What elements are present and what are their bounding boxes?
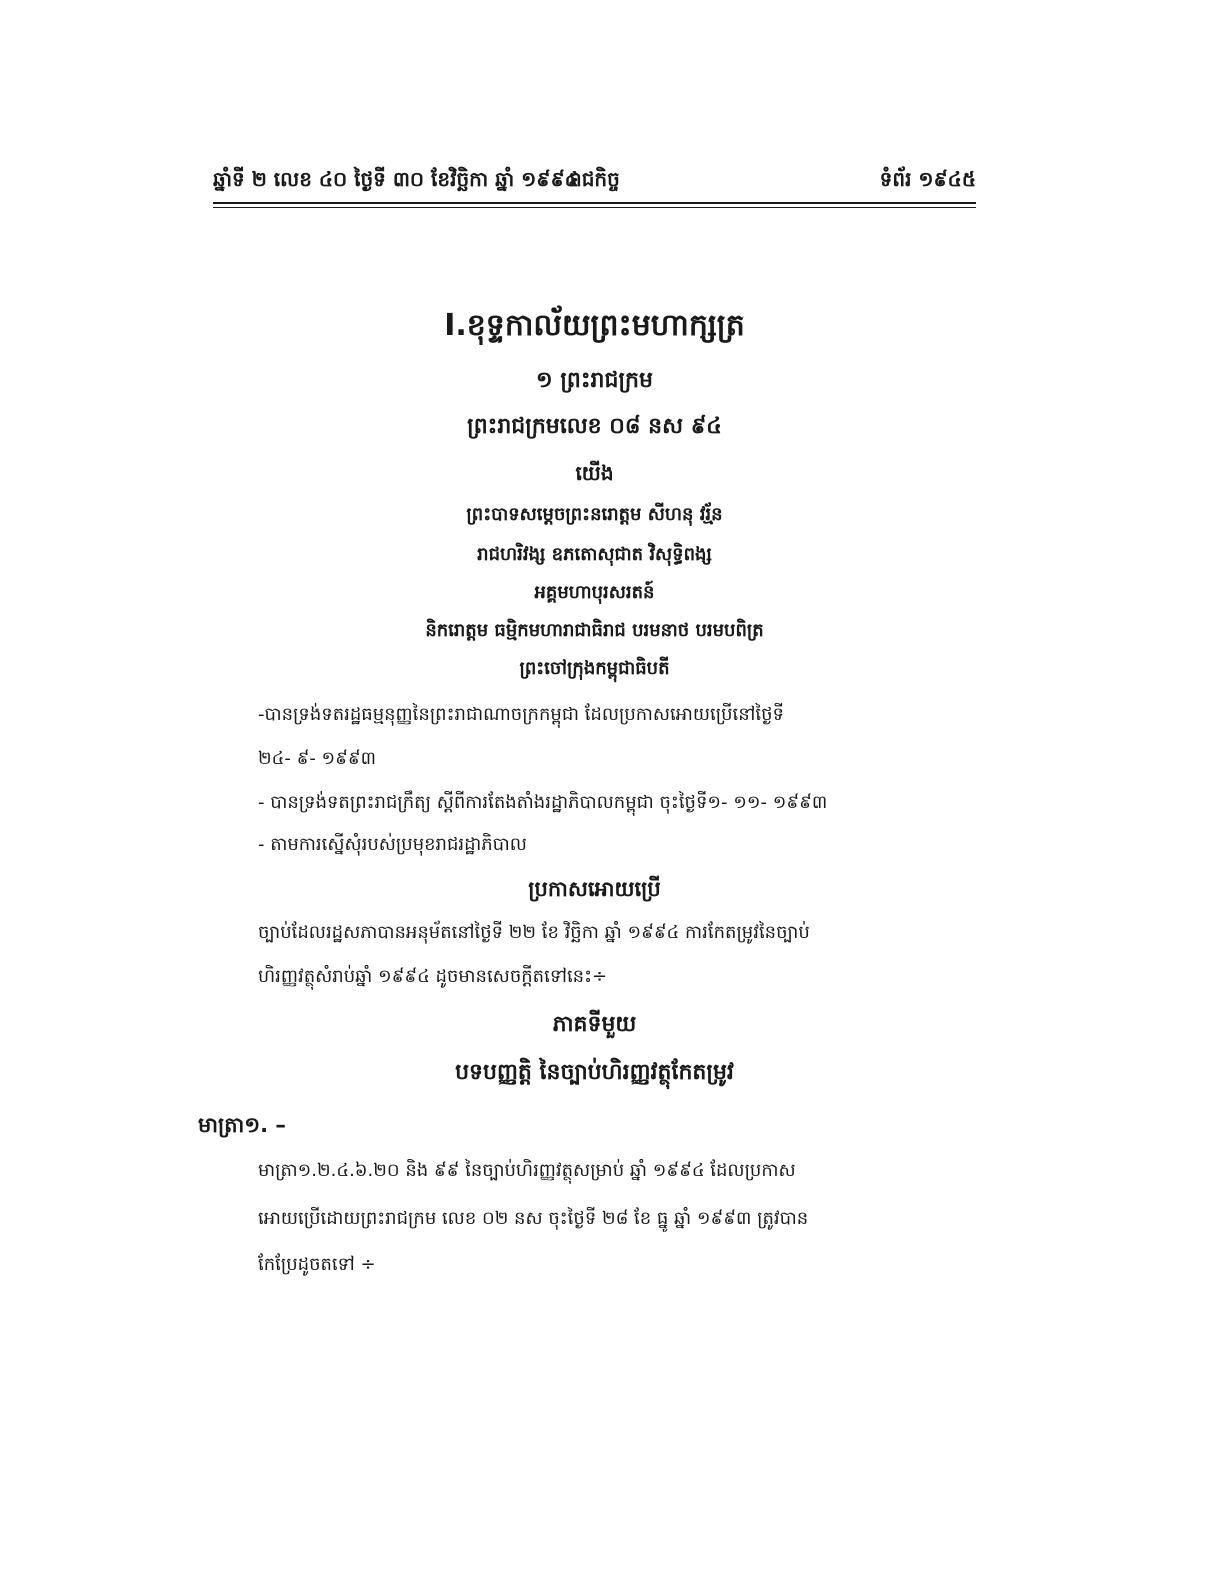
king-line-4: និករោត្តម ធម្មិកមហារាជាធិរាជ បរមនាថ បរមបពិត្រ xyxy=(425,620,764,641)
article-line-3: កែប្រែដូចតទៅ ÷ xyxy=(258,1254,376,1275)
page-header xyxy=(213,164,976,198)
document-title: I.ខុទ្ទកាល័យព្រះមហាក្សត្រ xyxy=(444,308,745,343)
promulgation-line-1: ច្បាប់ដែលរដ្ឋសភាបានអនុម័តនៅថ្ងៃទី ២២ ខែ វិច្ឆិកា ឆ្នាំ ១៩៩៤ ការកែតម្រូវនៃច្បាប់ xyxy=(258,922,810,943)
header-rule-thin xyxy=(213,207,976,208)
king-line-5: ព្រះចៅក្រុងកម្ពុជាធិបតី xyxy=(519,658,670,679)
king-line-2: រាជហរិវង្ស ឧភតោសុជាត វិសុទ្ធិពង្ស xyxy=(477,544,712,565)
promulgate-heading: ប្រកាសអោយប្រើ xyxy=(528,877,661,901)
visa-line-1-date: ២៤- ៩- ១៩៩៣ xyxy=(258,748,377,769)
article-line-1: មាត្រា១.២.៤.៦.២០ និង ៩៩ នៃច្បាប់ហិរញ្ញវត្ថុសម្រាប់ ឆ្នាំ ១៩៩៤ ដែលប្រកាស xyxy=(258,1160,796,1181)
promulgation-line-2: ហិរញ្ញវត្ថុសំរាប់ឆ្នាំ ១៩៩៤ ដូចមានសេចក្តីតទៅនេះ÷ xyxy=(258,966,608,987)
decree-number: ព្រះរាជក្រមលេខ ០៨ នស ៩៤ xyxy=(467,414,722,439)
we-line: យើង xyxy=(575,461,614,485)
section-heading: ១ ព្រះរាជក្រម xyxy=(536,368,653,393)
visa-line-1: -បានទ្រង់ទតរដ្ឋធម្មនុញ្ញនៃព្រះរាជាណាចក្រកម្ពុជា ដែលប្រកាសអោយប្រើនៅថ្ងៃទី xyxy=(258,704,784,725)
header-rule-thick xyxy=(213,202,976,204)
part-title: បទបញ្ញត្តិ នៃច្បាប់ហិរញ្ញវត្ថុកែតម្រូវ xyxy=(455,1060,734,1085)
part-heading: ភាគទីមួយ xyxy=(552,1012,637,1037)
visa-line-3: - តាមការស្នើសុំរបស់ប្រមុខរាជរដ្ឋាភិបាល xyxy=(258,834,527,855)
visa-line-2: - បានទ្រង់ទតព្រះរាជក្រឹត្យ ស្តីពីការតែងតាំងរដ្ឋាភិបាលកម្ពុជា ចុះថ្ងៃទី១- ១១- ១៩៩៣ xyxy=(258,792,828,813)
king-line-1: ព្រះបាទសម្តេចព្រះនរោត្តម សីហនុ វរ្ម័ន xyxy=(466,504,723,525)
article-heading: មាត្រា១. – xyxy=(198,1113,286,1137)
king-line-3: អគ្គមហាបុរសរតន៍ xyxy=(534,582,655,603)
issue-info: ឆ្នាំទី ២ លេខ ៤០ ថ្ងៃទី ៣០ ខែវិច្ឆិកា ឆ្នាំ ១៩៩៤ xyxy=(213,167,579,191)
gazette-name: រាជកិច្ច xyxy=(569,167,620,191)
page-number: ទំព័រ ១៩៤៥ xyxy=(879,167,976,191)
article-line-2: អោយប្រើដោយព្រះរាជក្រម លេខ ០២ នស ចុះថ្ងៃទី ២៨ ខែ ធ្នូ ឆ្នាំ ១៩៩៣ ត្រូវបាន xyxy=(258,1208,809,1229)
